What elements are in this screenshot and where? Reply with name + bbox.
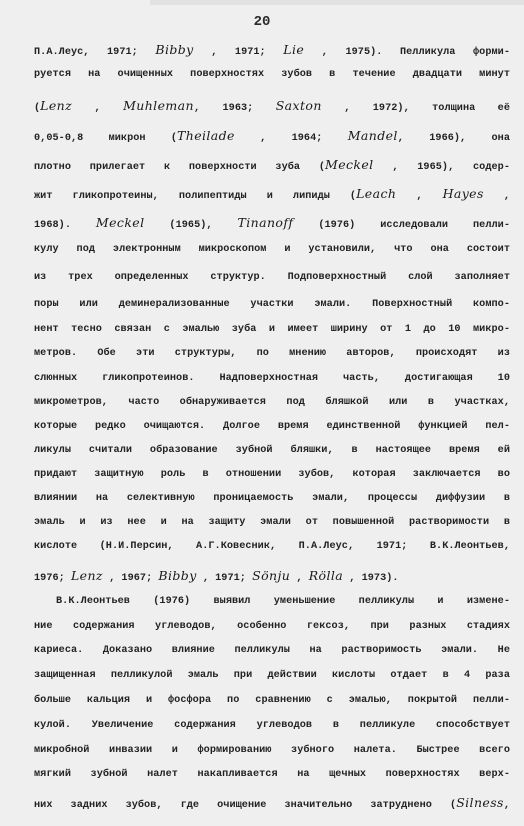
- text-line: [34, 514, 510, 532]
- handwritten-latin-name: Theilade: [177, 128, 235, 143]
- typed-text: ,: [503, 800, 510, 811]
- typed-text: (: [34, 103, 41, 114]
- text-line: [34, 567, 510, 585]
- text-line: [34, 185, 510, 203]
- typed-text: защищенная пелликулой эмаль при действии кислоты отдает в 4 раза: [34, 670, 510, 681]
- handwritten-latin-name: Lie: [283, 42, 305, 57]
- handwritten-latin-name: Meckel: [325, 157, 374, 172]
- typed-text: , 1967;: [102, 573, 159, 584]
- typed-text: , 1973).: [343, 573, 399, 584]
- typed-text: ,: [396, 191, 443, 202]
- text-line: [34, 490, 510, 508]
- typed-text: 1976;: [34, 573, 71, 584]
- text-line: [34, 296, 510, 314]
- text-line: [34, 321, 510, 339]
- handwritten-latin-name: Silness: [456, 795, 504, 810]
- text-line: [34, 41, 510, 59]
- typed-text: микробной инвазии и формированию зубного налета. Быстрее всего: [34, 745, 510, 756]
- typed-text: кулу под электронным микроскопом и установили, что она состоит: [34, 244, 510, 255]
- text-line: [34, 766, 510, 784]
- scan-edge-shadow: [150, 0, 524, 5]
- typed-text: которые редко очищаются. Долгое время единственной функцией пел-: [34, 421, 510, 432]
- typed-text: ,: [483, 191, 510, 202]
- typed-text: В.К.Леонтьев (1976) выявил уменьшение пелликулы и измене-: [56, 596, 510, 607]
- typed-text: больше кальция и фосфора по сравнению с эмалью, покрытой пелли-: [34, 695, 510, 706]
- text-line: [34, 717, 510, 735]
- typed-text: (1976) исследовали пелли-: [293, 220, 510, 231]
- text-line: [34, 418, 510, 436]
- handwritten-latin-name: Bibby: [155, 42, 194, 57]
- text-line: [34, 97, 510, 115]
- text-line: [34, 618, 510, 636]
- typed-text: влиянии на селективную проницаемость эмали, процессы диффузии в: [34, 493, 510, 504]
- text-line: [34, 794, 510, 812]
- typed-text: ние содержания углеводов, особенно гексоз, при разных стадиях: [34, 621, 510, 632]
- handwritten-latin-name: Bibby: [158, 568, 197, 583]
- typed-text: ликулы считали образование зубной бляшки, в настоящее время ей: [34, 445, 510, 456]
- typed-text: , 1975). Пелликула форми-: [304, 47, 510, 58]
- handwritten-latin-name: Saxton: [275, 98, 322, 113]
- text-line: [34, 466, 510, 484]
- typed-text: жит гликопротеины, полипептиды и липиды (: [34, 191, 357, 202]
- typed-text: ,: [72, 103, 124, 114]
- text-line: [34, 667, 510, 685]
- text-line: [34, 692, 510, 710]
- typed-text: микрометров, часто обнаруживается под бляшкой или в участках,: [34, 397, 510, 408]
- handwritten-latin-name: Sönju: [252, 568, 291, 583]
- typed-text: нент тесно связан с эмалью зуба и имеет ширину от 1 до 10 микро-: [34, 324, 510, 335]
- typed-text: , 1963;: [193, 103, 276, 114]
- handwritten-latin-name: Rölla: [308, 568, 344, 583]
- typed-text: придают защитную роль в отношении зубов, которая заключается во: [34, 469, 510, 480]
- handwritten-latin-name: Muhleman: [123, 98, 194, 113]
- typed-text: П.А.Леус, 1971;: [34, 47, 156, 58]
- typed-text: (1965),: [144, 220, 238, 231]
- typed-text: 1968).: [34, 220, 96, 231]
- text-line: [34, 538, 510, 556]
- page-number: 20: [253, 14, 271, 30]
- handwritten-latin-name: Tinanoff: [237, 215, 294, 230]
- text-line: [34, 241, 510, 259]
- text-line: [34, 442, 510, 460]
- text-line: [34, 394, 510, 412]
- typed-text: , 1966), она: [397, 133, 510, 144]
- typed-text: поры или деминерализованные участки эмали. Поверхностный компо-: [34, 299, 510, 310]
- typed-text: , 1972), толщина её: [321, 103, 510, 114]
- text-line: [56, 593, 510, 611]
- text-line: [34, 642, 510, 660]
- handwritten-latin-name: Leach: [356, 186, 397, 201]
- typed-text: , 1971;: [196, 573, 253, 584]
- handwritten-latin-name: Lenz: [40, 98, 73, 113]
- text-line: [34, 742, 510, 760]
- typed-text: кулой. Увеличение содержания углеводов в пелликуле способствует: [34, 720, 510, 731]
- text-line: [34, 156, 510, 174]
- typed-text: 0,05-0,8 микрон (: [34, 133, 178, 144]
- typed-text: , 1971;: [193, 47, 284, 58]
- handwritten-latin-name: Mandel: [347, 128, 398, 143]
- text-line: [34, 66, 510, 84]
- typed-text: ,: [290, 573, 309, 584]
- typed-text: кариеса. Доказано влияние пелликулы на растворимость эмали. Не: [34, 645, 510, 656]
- handwritten-latin-name: Lenz: [70, 568, 103, 583]
- typed-text: кислоте (Н.И.Персин, А.Г.Ковесник, П.А.Леус, 1971; В.К.Леонтьев,: [34, 541, 510, 552]
- typed-text: плотно прилегает к поверхности зуба (: [34, 162, 326, 173]
- typed-text: мягкий зубной налет накапливается на щечных поверхностях верх-: [34, 769, 510, 780]
- typed-text: из трех определенных структур. Подповерхностный слой заполняет: [34, 272, 510, 283]
- handwritten-latin-name: Hayes: [442, 186, 484, 201]
- text-line: [34, 269, 510, 287]
- typed-text: , 1965), содер-: [373, 162, 510, 173]
- handwritten-latin-name: Meckel: [95, 215, 145, 230]
- text-line: [34, 345, 510, 363]
- typed-text: руется на очищенных поверхностях зубов в течение двадцати минут: [34, 69, 510, 80]
- text-line: [34, 127, 510, 145]
- typed-text: эмаль и из нее и на защиту эмали от повышенной растворимости в: [34, 517, 510, 528]
- text-line: [34, 214, 510, 232]
- text-line: [34, 370, 510, 388]
- typed-text: , 1964;: [234, 133, 348, 144]
- typed-text: метров. Обе эти структуры, по мнению авторов, происходят из: [34, 348, 510, 359]
- typed-text: них задних зубов, где очищение значительно затруднено (: [34, 800, 457, 811]
- typed-text: слюнных гликопротеинов. Надповерхностная часть, достигающая 10: [34, 373, 510, 384]
